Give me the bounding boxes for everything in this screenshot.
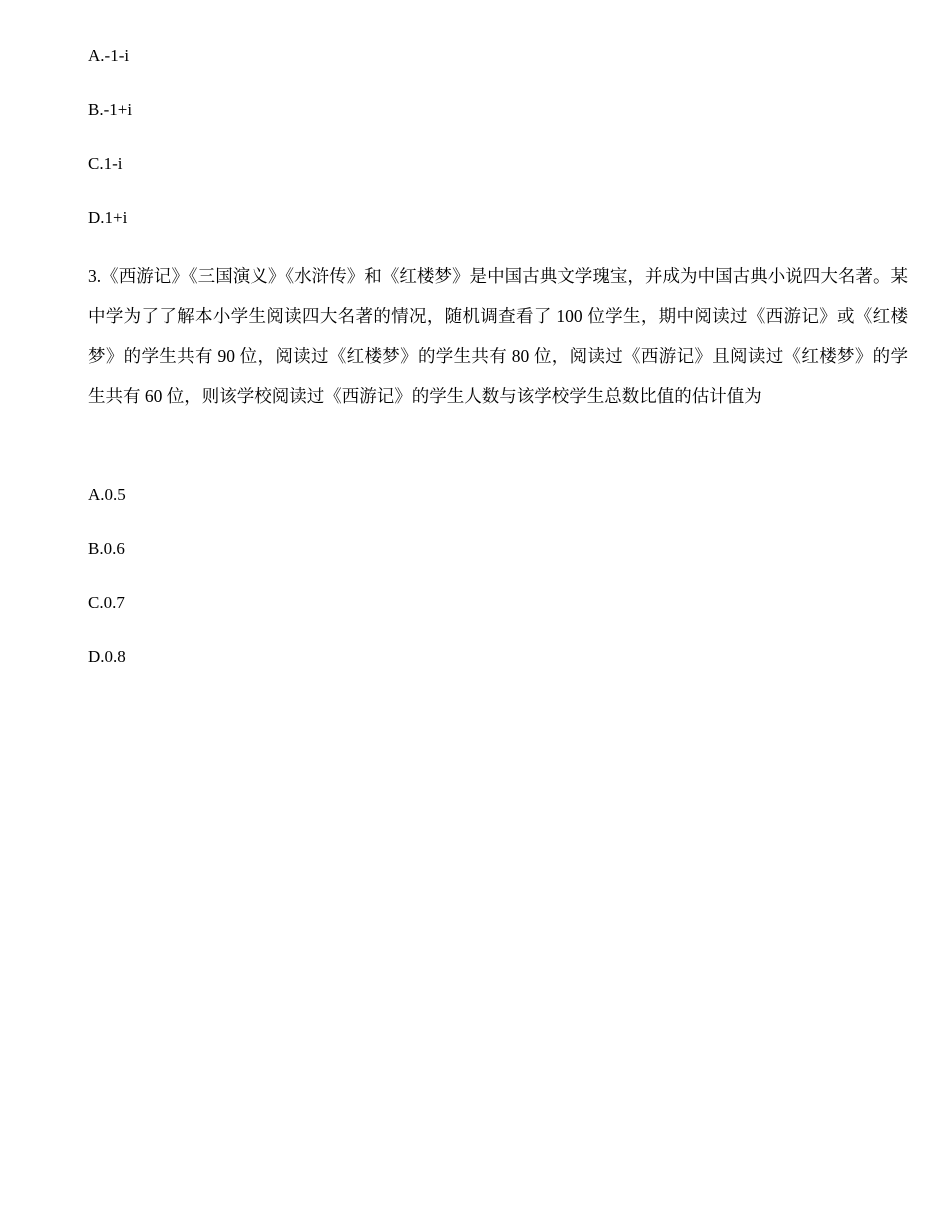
prev-option-a: A.-1-i xyxy=(88,46,130,65)
q3-option-c: C.0.7 xyxy=(88,593,125,612)
prev-option-b: B.-1+i xyxy=(88,100,133,119)
q3-option-d: D.0.8 xyxy=(88,647,126,666)
prev-option-c: C.1-i xyxy=(88,154,123,173)
question-3-text: 3.《西游记》《三国演义》《水浒传》和《红楼梦》是中国古典文学瑰宝，并成为中国古典小说四大名著。某中学为了了解本小学生阅读四大名著的情况，随机调查看了 100 位学生，期中阅读过《西游记》或《红楼梦》的学生共有 90 位，阅读过《红楼梦》的学生共有 80 位，阅读过《西游记》且阅读过《红楼梦》的学生共有 60 位，则该学校阅读过《西游记》的学生人数与该学校学生总数比值的估计值为 xyxy=(88,266,908,406)
prev-option-d: D.1+i xyxy=(88,208,128,227)
q3-option-a: A.0.5 xyxy=(88,485,126,504)
q3-option-b: B.0.6 xyxy=(88,539,125,558)
